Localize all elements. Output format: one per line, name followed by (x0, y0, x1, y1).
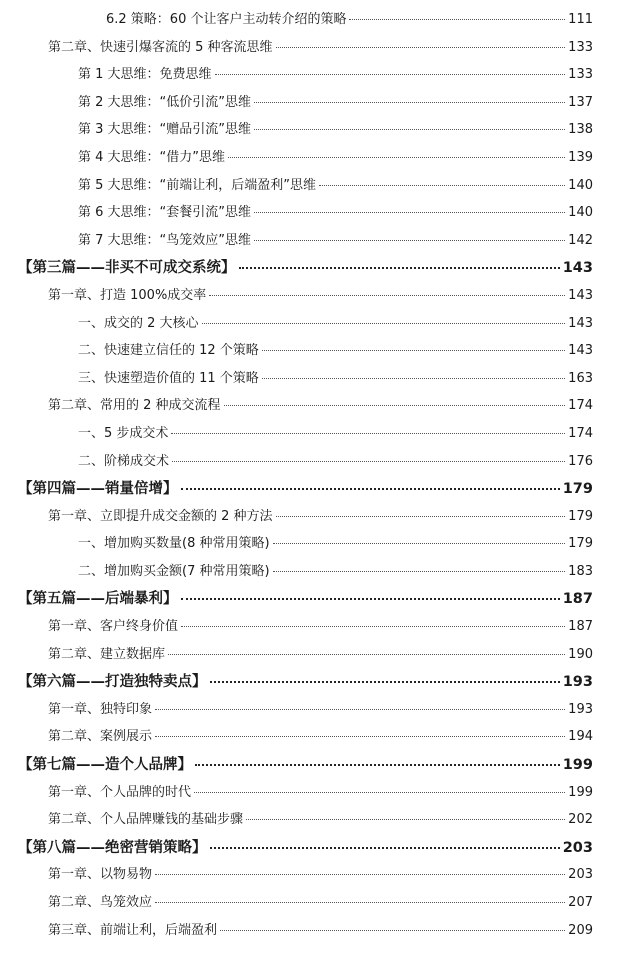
toc-page-number: 174 (568, 398, 593, 414)
toc-page-number: 143 (568, 287, 593, 303)
toc-entry-title: 第 7 大思维：“鸟笼效应”思维 (78, 232, 252, 248)
toc-entry-title: 一、增加购买数量(8 种常用策略) (78, 536, 270, 552)
dot-leader (254, 129, 565, 130)
toc-entry (0, 201, 635, 229)
toc-entry (0, 560, 635, 588)
dot-leader (276, 47, 566, 48)
toc-part-heading (0, 587, 635, 615)
toc-part-heading (0, 477, 635, 505)
toc-entry-title: 第 5 大思维：“前端让利，后端盈利”思维 (78, 177, 317, 193)
toc-entry-title: 第二章、个人品牌赚钱的基础步骤 (48, 812, 244, 828)
dot-leader (254, 102, 565, 103)
toc-page-number: 133 (568, 39, 593, 55)
toc-entry-title: 第一章、个人品牌的时代 (48, 784, 192, 800)
toc-page-number: 187 (568, 619, 593, 635)
dot-leader (172, 461, 565, 462)
toc-entry (0, 118, 635, 146)
toc-entry-title: 6.2 策略：60 个让客户主动转介绍的策略 (106, 12, 347, 27)
toc-entry (0, 394, 635, 422)
toc-entry-title: 第一章、立即提升成交金额的 2 种方法 (48, 508, 273, 524)
toc-entry-title: 第 2 大思维：“低价引流”思维 (78, 94, 252, 110)
toc-page-number: 209 (568, 922, 593, 938)
toc-entry (0, 781, 635, 809)
toc-entry (0, 63, 635, 91)
toc-part-heading (0, 753, 635, 781)
toc-entry-title: 三、快速塑造价值的 11 个策略 (78, 370, 259, 386)
toc-entry-title: 第 4 大思维：“借力”思维 (78, 149, 226, 165)
toc-entry (0, 863, 635, 891)
toc-entry-title: 第 3 大思维：“赠品引流”思维 (78, 122, 252, 138)
toc-page-number: 202 (568, 812, 593, 828)
dot-leader (273, 571, 566, 572)
toc-page-number: 139 (568, 149, 593, 165)
toc-page-number: 138 (568, 122, 593, 138)
dot-leader (228, 157, 565, 158)
toc-entry-title: 一、5 步成交术 (78, 425, 169, 441)
toc-page-number: 140 (568, 205, 593, 221)
toc-page-number: 194 (568, 729, 593, 745)
toc-entry-title: 【第五篇——后端暴利】 (18, 591, 178, 608)
table-of-contents (0, 8, 635, 946)
toc-page-number: 207 (568, 895, 593, 910)
toc-entry-title: 二、阶梯成交术 (78, 453, 170, 469)
toc-entry-title: 第二章、常用的 2 种成交流程 (48, 398, 221, 414)
toc-entry-title: 第二章、案例展示 (48, 729, 153, 745)
dot-leader (195, 764, 560, 766)
dot-leader (155, 874, 565, 875)
dot-leader (202, 323, 566, 324)
toc-entry (0, 505, 635, 533)
toc-page-number: 179 (562, 481, 593, 498)
dot-leader (168, 654, 565, 655)
toc-entry (0, 891, 635, 919)
toc-entry-title: 第二章、建立数据库 (48, 646, 166, 662)
dot-leader (155, 736, 565, 737)
dot-leader (224, 405, 566, 406)
toc-page-number: 203 (562, 839, 593, 856)
toc-entry-title: 第一章、客户终身价值 (48, 619, 179, 635)
toc-page-number: 143 (568, 343, 593, 359)
dot-leader (194, 792, 565, 793)
toc-entry (0, 8, 635, 36)
toc-entry (0, 643, 635, 671)
toc-entry (0, 229, 635, 257)
dot-leader (319, 185, 565, 186)
toc-entry (0, 808, 635, 836)
toc-entry (0, 146, 635, 174)
dot-leader (246, 819, 565, 820)
toc-page-number: 179 (568, 508, 593, 524)
toc-entry-title: 【第六篇——打造独特卖点】 (18, 674, 207, 691)
toc-entry-title: 【第八篇——绝密营销策略】 (18, 839, 207, 856)
toc-entry-title: 第三章、前端让利，后端盈利 (48, 922, 218, 938)
toc-entry (0, 312, 635, 340)
toc-entry-title: 二、快速建立信任的 12 个策略 (78, 343, 259, 359)
toc-entry (0, 450, 635, 478)
toc-entry-title: 第二章、快速引爆客流的 5 种客流思维 (48, 39, 273, 55)
toc-entry (0, 422, 635, 450)
toc-entry (0, 919, 635, 947)
dot-leader (181, 626, 565, 627)
toc-entry (0, 698, 635, 726)
toc-entry (0, 367, 635, 395)
toc-page-number: 199 (568, 784, 593, 800)
toc-entry-title: 【第七篇——造个人品牌】 (18, 757, 192, 774)
dot-leader (181, 598, 560, 600)
toc-page-number: 179 (568, 536, 593, 552)
dot-leader (155, 902, 565, 903)
dot-leader (210, 847, 560, 849)
toc-page-number: 140 (568, 177, 593, 193)
toc-entry-title: 一、成交的 2 大核心 (78, 315, 199, 331)
toc-entry-title: 第二章、鸟笼效应 (48, 895, 153, 910)
toc-entry-title: 第一章、以物易物 (48, 867, 153, 883)
dot-leader (262, 350, 565, 351)
dot-leader (254, 240, 565, 241)
toc-entry (0, 284, 635, 312)
toc-page-number: 176 (568, 453, 593, 469)
toc-page-number: 183 (568, 563, 593, 579)
toc-page-number: 133 (568, 67, 593, 83)
toc-page-number: 143 (562, 260, 593, 277)
toc-page-number: 163 (568, 370, 593, 386)
toc-page-number: 142 (568, 232, 593, 248)
toc-page-number: 199 (562, 757, 593, 774)
dot-leader (262, 378, 565, 379)
toc-page-number: 143 (568, 315, 593, 331)
toc-entry (0, 615, 635, 643)
toc-entry-title: 第 6 大思维：“套餐引流”思维 (78, 205, 252, 221)
dot-leader (215, 74, 566, 75)
dot-leader (181, 488, 560, 490)
toc-page-number: 111 (568, 12, 593, 27)
dot-leader (349, 19, 565, 20)
dot-leader (254, 212, 565, 213)
toc-part-heading (0, 670, 635, 698)
toc-entry-title: 【第四篇——销量倍增】 (18, 481, 178, 498)
toc-page-number: 174 (568, 425, 593, 441)
toc-entry (0, 174, 635, 202)
toc-entry (0, 532, 635, 560)
toc-entry-title: 二、增加购买金额(7 种常用策略) (78, 563, 270, 579)
toc-page-number: 203 (568, 867, 593, 883)
toc-page-number: 187 (562, 591, 593, 608)
dot-leader (276, 516, 566, 517)
dot-leader (220, 930, 565, 931)
dot-leader (209, 295, 565, 296)
toc-part-heading (0, 256, 635, 284)
dot-leader (210, 681, 560, 683)
toc-part-heading (0, 836, 635, 864)
toc-page-number: 193 (568, 701, 593, 717)
toc-entry (0, 725, 635, 753)
dot-leader (171, 433, 565, 434)
toc-entry-title: 第一章、独特印象 (48, 701, 153, 717)
dot-leader (239, 267, 560, 269)
toc-entry-title: 第一章、打造 100%成交率 (48, 287, 207, 303)
toc-entry-title: 【第三篇——非买不可成交系统】 (18, 260, 236, 277)
dot-leader (273, 543, 566, 544)
toc-entry (0, 91, 635, 119)
dot-leader (155, 709, 565, 710)
toc-page-number: 193 (562, 674, 593, 691)
toc-entry (0, 339, 635, 367)
toc-entry (0, 36, 635, 64)
toc-entry-title: 第 1 大思维：免费思维 (78, 67, 212, 83)
toc-page-number: 190 (568, 646, 593, 662)
toc-page-number: 137 (568, 94, 593, 110)
